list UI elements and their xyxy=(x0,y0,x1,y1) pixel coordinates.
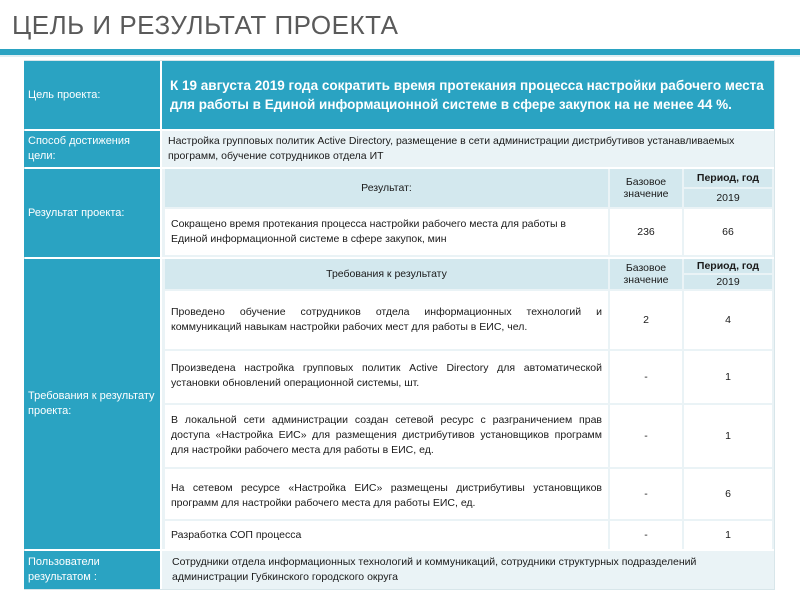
req-row-text: Проведено обучение сотрудников отдела информационных технологий и коммуникаций навыкам настройки рабочих мест для работы в ЕИС, чел. xyxy=(165,291,608,349)
req-row-value: 4 xyxy=(684,291,772,349)
req-row-base: - xyxy=(610,405,682,467)
result-base-header: Базовое значение xyxy=(610,169,682,207)
req-row-text: Произведена настройка групповых политик Active Directory для автоматической установки обновлений операционной системы, шт. xyxy=(165,351,608,403)
label-result: Результат проекта: xyxy=(24,169,160,257)
req-row-value: 1 xyxy=(684,521,772,549)
req-row-base: - xyxy=(610,469,682,519)
result-year: 2019 xyxy=(684,189,772,207)
req-row-text: На сетевом ресурсе «Настройка ЕИС» размещены дистрибутивы установщиков программ для настройки рабочего места для работы ЕИС, ед. xyxy=(165,469,608,519)
result-row-base: 236 xyxy=(610,209,682,255)
users-text: Сотрудники отдела информационных технологий и коммуникаций, сотрудники структурных подразделений администрации Губкинского городского округа xyxy=(162,551,774,589)
label-goal: Цель проекта: xyxy=(24,61,160,129)
label-method: Способ достижения цели: xyxy=(24,131,160,167)
req-header: Требования к результату xyxy=(165,259,608,289)
req-row-value: 6 xyxy=(684,469,772,519)
req-row-text: В локальной сети администрации создан сетевой ресурс с разграничением прав доступа «Настройка ЕИС» для размещения дистрибутивов установщиков программ для настройки рабочего места для работы в ЕИС, ед. xyxy=(165,405,608,467)
method-text: Настройка групповых политик Active Directory, размещение в сети администрации дистрибутивов устанавливаемых программ, обучение сотрудников отдела ИТ xyxy=(162,131,774,167)
result-row-value: 66 xyxy=(684,209,772,255)
goal-text: К 19 августа 2019 года сократить время протекания процесса настройки рабочего места для работы в Единой информационной системе в сфере закупок на не менее 44 %. xyxy=(162,61,774,129)
title-underline-shadow xyxy=(0,55,800,57)
req-year: 2019 xyxy=(684,275,772,289)
req-period-header: Период, год xyxy=(684,259,772,273)
page-title: ЦЕЛЬ И РЕЗУЛЬТАТ ПРОЕКТА xyxy=(12,10,399,40)
req-base-header: Базовое значение xyxy=(610,259,682,289)
result-header: Результат: xyxy=(165,169,608,207)
req-row-base: - xyxy=(610,351,682,403)
label-requirements: Требования к результату проекта: xyxy=(24,259,160,549)
result-row-text: Сокращено время протекания процесса настройки рабочего места для работы в Единой информационной системе в сфере закупок, мин xyxy=(165,209,608,255)
result-period-header: Период, год xyxy=(684,169,772,187)
label-users: Пользователи результатом : xyxy=(24,551,160,589)
req-row-value: 1 xyxy=(684,351,772,403)
req-row-value: 1 xyxy=(684,405,772,467)
req-row-base: 2 xyxy=(610,291,682,349)
req-row-text: Разработка СОП процесса xyxy=(165,521,608,549)
req-row-base: - xyxy=(610,521,682,549)
